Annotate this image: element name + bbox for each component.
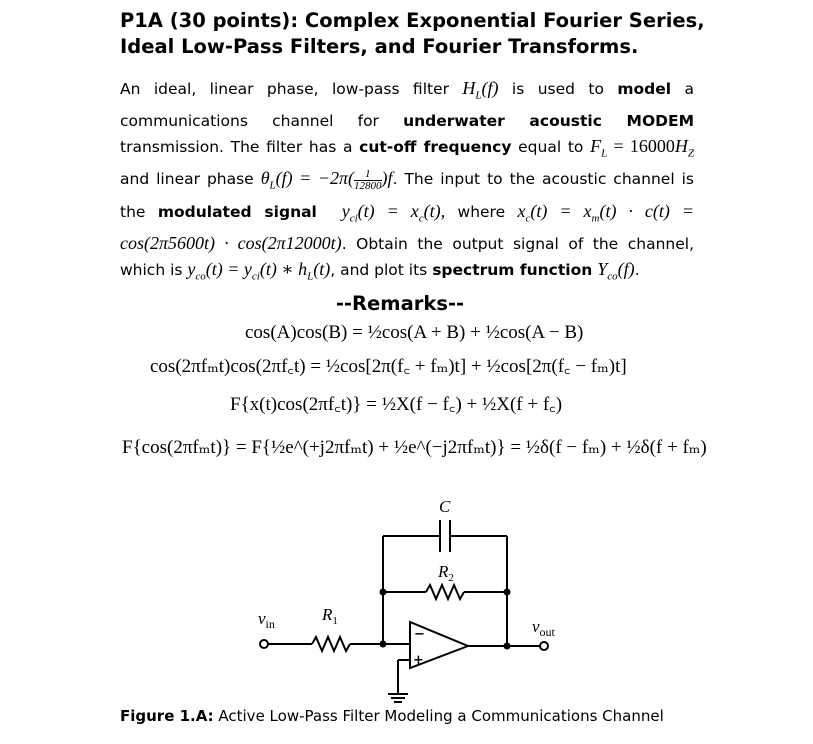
vout-terminal [540,642,548,650]
math-theta: $\theta_L(f) = -2\pi$( $\frac{1}{12800}$ )f [260,167,393,192]
text: . Obtain the output signal of the channel, which is [120,235,694,280]
caption-text: Active Low-Pass Filter Modeling a Communications Channel [213,707,664,725]
remark-eq-2: cos(2πfₘt)cos(2πf꜀t) = ½cos[2π(f꜀ + fₘ)t] + ½cos[2π(f꜀ − fₘ)t] [150,356,627,377]
vin-terminal [260,640,268,648]
remarks-title: --Remarks-- [335,292,465,315]
title-line-1: P1A (30 points): Complex Exponential Fourier Series, [120,9,705,32]
remark-eq-3: F{x(t)cos(2πf꜀t)} = ½X(f − f꜀) + ½X(f + f꜀) [230,394,563,415]
bold-spectrum: spectrum function [432,261,593,280]
plus-sign: + [413,653,424,668]
math-yci: $y_{ci}(t) = x_c(t)$, [341,200,446,225]
text: transmission. The filter has a [120,137,360,156]
math-hz: $H_Z$ [674,135,694,160]
math-xc: $x_c(t) = x_m(t) \cdot c(t) = \cos(2\pi 5600t) \cdot \cos(2\pi 12000t)$ [120,200,694,254]
text: , and plot its [330,261,433,280]
math-hl: $H_L(f)$ [462,78,499,102]
caption-label: Figure 1.A: [120,707,214,725]
vout-label: $v_{out}$ [532,617,555,639]
bold-model: model [617,80,672,98]
math-fl-val: = 16000 [607,135,675,156]
r2-label: $R_2$ [438,562,454,584]
vin-label: $v_{in}$ [258,609,275,631]
text: . The input to the acoustic channel is the [120,170,694,221]
r1-resistor [312,637,350,651]
r1-label: $R_1$ [322,605,338,627]
bold-modem: underwater acoustic MODEM [403,111,695,130]
text: An ideal, linear phase, low-pass filter [120,80,463,98]
title-line-2: Ideal Low-Pass Filters, and Fourier Transforms. [120,35,639,58]
math-yco: $y_{co}(t) = y_{ci}(t)$ ∗ $h_L(t)$ [187,259,331,283]
math-Yco: $Y_{co}(f)$ [597,259,635,283]
figure-caption [120,707,664,725]
bold-cutoff: cut-off frequency [359,137,512,156]
minus-sign: − [414,627,425,642]
text: where [445,202,518,221]
math-fl: $F_L$ [590,135,608,160]
cap-label: C [439,497,451,516]
remark-eq-1: cos(A)cos(B) = ½cos(A + B) + ½cos(A − B) [245,322,584,343]
r2-resistor [426,585,464,599]
text: a communications channel for [120,80,694,130]
bold-modulated: modulated signal [157,202,317,221]
remark-eq-4: F{cos(2πfₘt)} = F{½e^(+j2πfₘt) + ½e^(−j2πfₘt)} = ½δ(f − fₘ) + ½δ(f + fₘ) [122,437,707,458]
text: and linear phase [120,170,261,189]
text: is used to [498,80,618,98]
text: equal to [511,137,591,156]
text: . [634,261,640,280]
